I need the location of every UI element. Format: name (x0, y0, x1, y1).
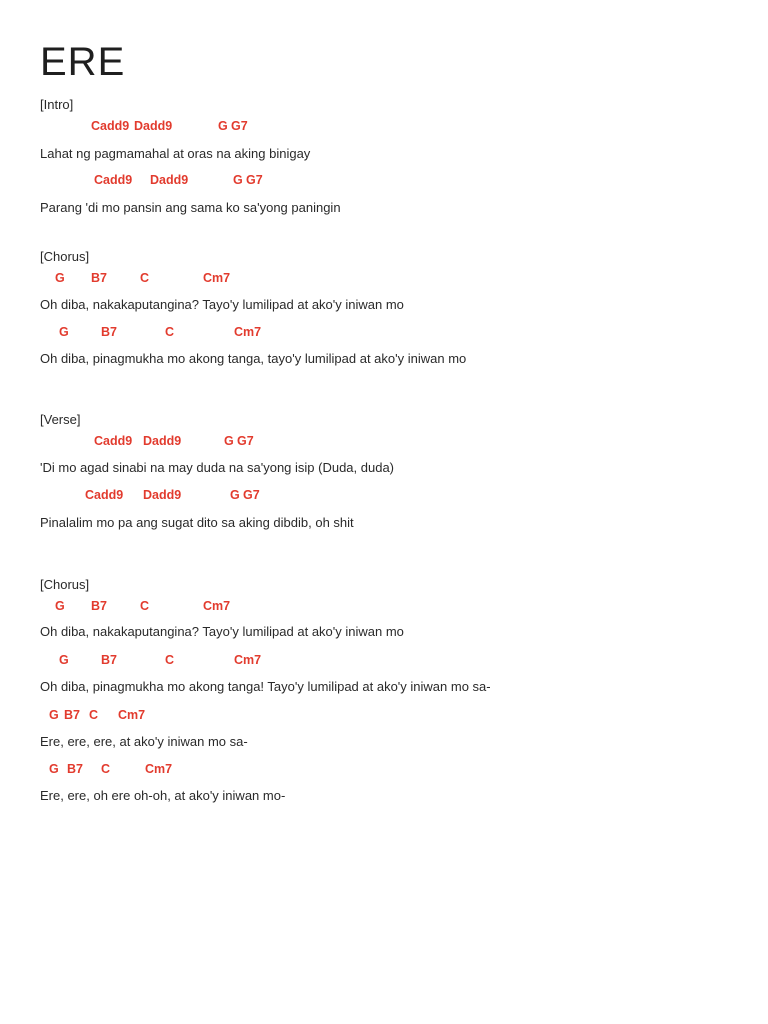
chord: G (224, 434, 234, 448)
chord: Dadd9 (143, 488, 182, 502)
chord-line (40, 761, 740, 777)
chord: Cm7 (118, 708, 146, 722)
chord: G (230, 488, 240, 502)
chord: Cm7 (234, 653, 262, 667)
chord: C (165, 653, 175, 667)
lyric-line: Oh diba, pinagmukha mo akong tanga, tayo'y lumilipad at ako'y iniwan mo (40, 351, 467, 366)
chord: Cm7 (203, 599, 231, 613)
chord: Dadd9 (143, 434, 182, 448)
chord: G (218, 119, 228, 133)
chord-line (40, 433, 740, 449)
chord: B7 (101, 653, 117, 667)
lyric-line: Pinalalim mo pa ang sugat dito sa aking dibdib, oh shit (40, 515, 354, 530)
chord: G (59, 325, 69, 339)
section-label-verse: [Verse] (40, 412, 81, 427)
chord: B7 (64, 708, 80, 722)
chord: G (55, 271, 65, 285)
chord-line (40, 707, 740, 723)
section-label-intro: [Intro] (40, 97, 74, 112)
chord: Cm7 (145, 762, 173, 776)
chord: B7 (101, 325, 117, 339)
chord: Dadd9 (150, 173, 189, 187)
chord-line (40, 652, 740, 668)
lyric-line: Oh diba, nakakaputangina? Tayo'y lumilipad at ako'y iniwan mo (40, 297, 404, 312)
chord: C (140, 599, 150, 613)
chord-line (40, 172, 740, 188)
chord: C (165, 325, 175, 339)
chord-line (40, 487, 740, 503)
song-title: ERE (40, 40, 126, 84)
chord: G7 (246, 173, 263, 187)
chord-line (40, 324, 740, 340)
chord: C (89, 708, 99, 722)
chord: G7 (231, 119, 248, 133)
section-label-chorus: [Chorus] (40, 577, 90, 592)
lyric-line: Ere, ere, oh ere oh-oh, at ako'y iniwan mo- (40, 788, 286, 803)
section-label-chorus: [Chorus] (40, 249, 90, 264)
chord: Cadd9 (94, 173, 133, 187)
chord: B7 (91, 271, 107, 285)
chord: B7 (67, 762, 83, 776)
lyric-line: Lahat ng pagmamahal at oras na aking binigay (40, 146, 311, 161)
lyric-line: Ere, ere, ere, at ako'y iniwan mo sa- (40, 734, 248, 749)
chord: Cm7 (203, 271, 231, 285)
lyric-line: Oh diba, nakakaputangina? Tayo'y lumilipad at ako'y iniwan mo (40, 624, 404, 639)
lyric-line: 'Di mo agad sinabi na may duda na sa'yong isip (Duda, duda) (40, 460, 395, 475)
chord: G (233, 173, 243, 187)
chord-line (40, 118, 740, 134)
chord: Cadd9 (91, 119, 130, 133)
chord: G (49, 708, 59, 722)
lyric-line: Oh diba, pinagmukha mo akong tanga! Tayo'y lumilipad at ako'y iniwan mo sa- (40, 679, 491, 694)
chord: G7 (237, 434, 254, 448)
lyric-line: Parang 'di mo pansin ang sama ko sa'yong paningin (40, 200, 341, 215)
chord-line (40, 598, 740, 614)
chord: Cadd9 (94, 434, 133, 448)
chord: G (59, 653, 69, 667)
chord: G (55, 599, 65, 613)
chord: Cadd9 (85, 488, 124, 502)
chord: C (101, 762, 111, 776)
chord-sheet (40, 0, 740, 1024)
chord: B7 (91, 599, 107, 613)
chord: Cm7 (234, 325, 262, 339)
chord: G (49, 762, 59, 776)
chord: G7 (243, 488, 260, 502)
chord-line (40, 270, 740, 286)
chord: C (140, 271, 150, 285)
chord: Dadd9 (134, 119, 173, 133)
